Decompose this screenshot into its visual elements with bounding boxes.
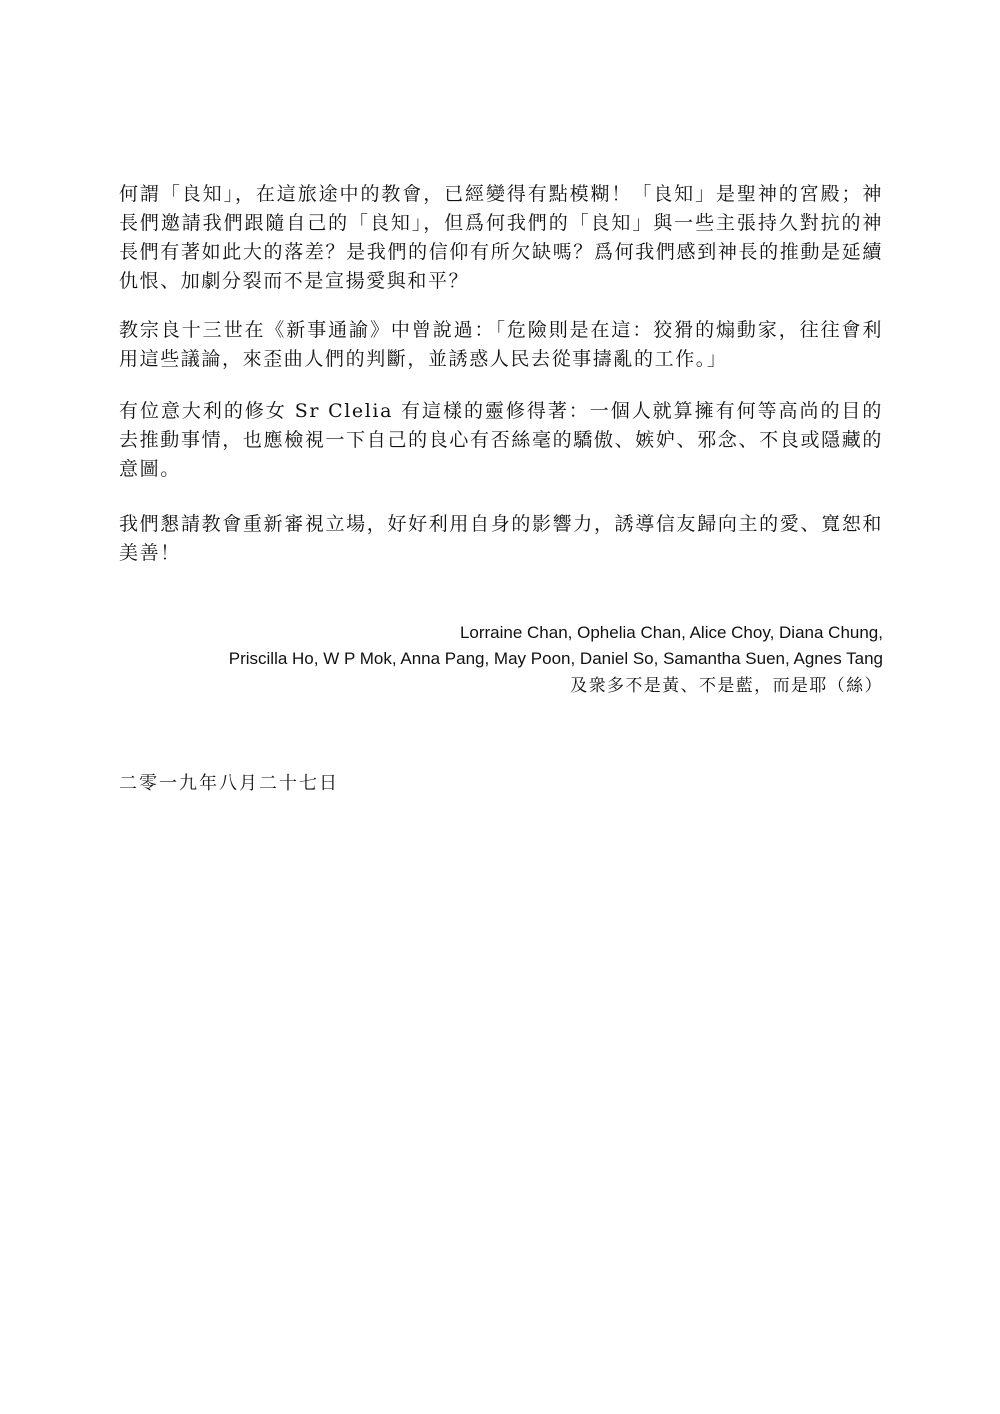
signatories-line-1: Lorraine Chan, Ophelia Chan, Alice Choy, Diana Chung, [459, 623, 883, 642]
paragraph-conscience: 何謂「良知」，在這旅途中的教會，已經變得有點模糊！「良知」是聖神的宮殿；神長們邀請我們跟隨自己的「良知」，但爲何我們的「良知」與一些主張持久對抗的神長們有著如此大的落差？是我們的信仰有所欠缺嗎？爲何我們感到神長的推動是延續仇恨、加劇分裂而不是宣揚愛與和平？ [119, 183, 883, 292]
paragraph-appeal: 我們懇請教會重新審視立場，好好利用自身的影響力，誘導信友歸向主的愛、寬恕和美善！ [119, 513, 883, 564]
signatories-line-2: Priscilla Ho, W P Mok, Anna Pang, May Poon, Daniel So, Samantha Suen, Agnes Tang [228, 649, 883, 668]
paragraph-rerum-novarum-quote: 教宗良十三世在《新事通諭》中曾說過：「危險則是在這：狡猾的煽動家，往往會利用這些議論，來歪曲人們的判斷，並誘惑人民去從事擣亂的工作。」 [119, 319, 883, 370]
paragraph-sister-clelia: 有位意大利的修女 Sr Clelia 有這樣的靈修得著：一個人就算擁有何等高尚的目的去推動事情，也應檢視一下自己的良心有否絲毫的驕傲、嫉妒、邪念、不良或隱藏的意圖。 [119, 400, 883, 480]
letter-date: 二零一九年八月二十七日 [119, 773, 339, 794]
signatories-line-3: 及衆多不是黃、不是藍，而是耶（絲） [570, 676, 883, 696]
